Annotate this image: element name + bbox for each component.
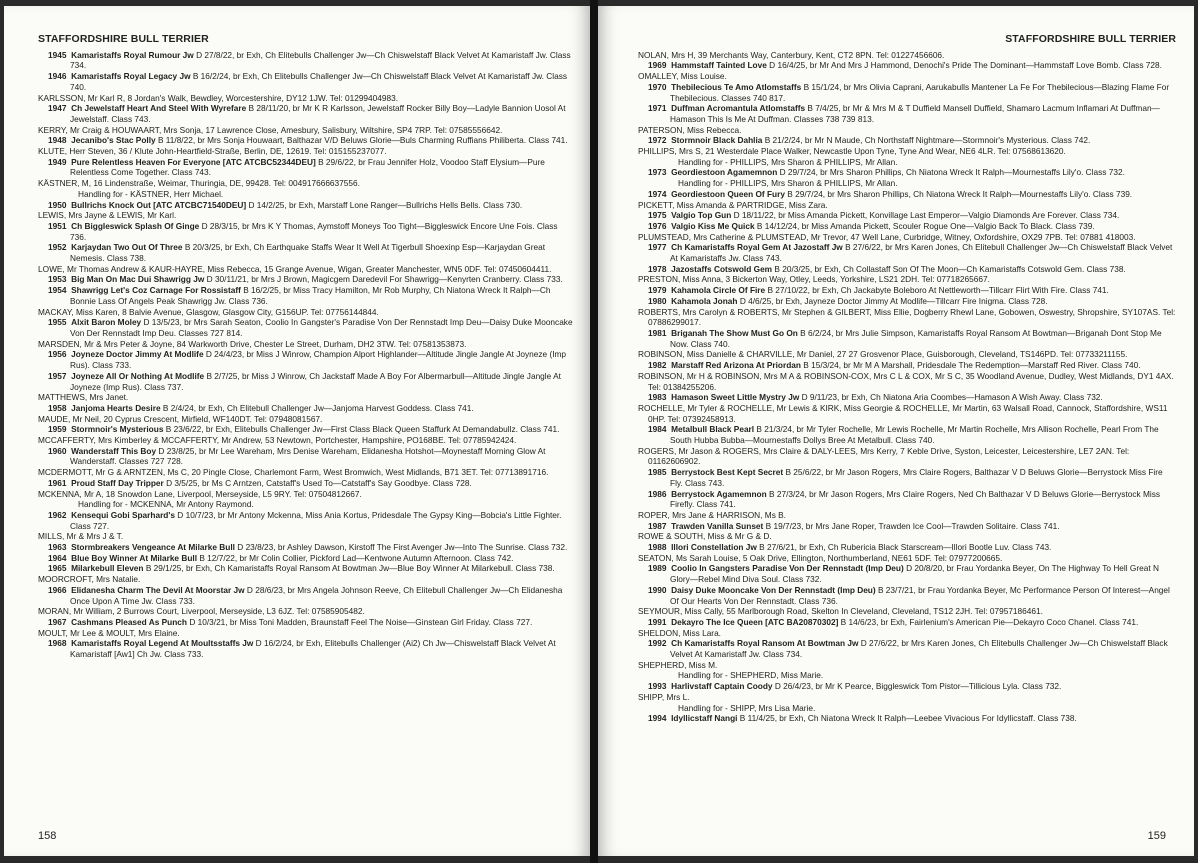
- page-header: STAFFORDSHIRE BULL TERRIER: [38, 33, 209, 45]
- entry-number: 1945: [48, 49, 67, 60]
- dog-name: Wanderstaff This Boy: [71, 445, 157, 456]
- owner-line: MILLS, Mr & Mrs J & T.: [38, 531, 124, 542]
- dog-entry: [38, 617, 574, 628]
- entry-number: 1956: [48, 349, 67, 360]
- dog-entry: [38, 274, 574, 285]
- owner-line: MACKAY, Miss Karen, 8 Balvie Avenue, Glasgow, Glasgow City, G156UP. Tel: 07756144844.: [38, 306, 379, 317]
- dog-name: Janjoma Hearts Desire: [71, 402, 161, 413]
- dog-entry: [38, 563, 574, 574]
- dog-entry: [638, 585, 1176, 606]
- entry-number: 1993: [648, 681, 667, 692]
- entry-details: D 30/11/21, br Mrs J Brown, Magicgem Daredevil For Shawrigg—Kenyrten Cranberry. Class 733.: [206, 274, 563, 285]
- dog-name: Shawrigg Let's Coz Carnage For Rossistaff: [71, 285, 241, 296]
- owner-line: MORAN, Mr William, 2 Burrows Court, Liverpool, Merseyside, L3 6JZ. Tel: 07585905482.: [38, 606, 365, 617]
- owner-line: PICKETT, Miss Amanda & PARTRIDGE, Miss Zara.: [638, 199, 828, 210]
- dog-name: Berrystock Best Kept Secret: [671, 467, 784, 478]
- dog-entry: [38, 542, 574, 553]
- owner-line: ROWE & SOUTH, Miss & Mr G & D.: [638, 531, 772, 542]
- entry-details: D 27/8/22, br Exh, Ch Elitebulls Challenger Jw—Ch Chiswelstaff Black Velvet At Kamaristaff Jw. Class 734.: [70, 49, 571, 71]
- dog-name: Idyllicstaff Nangi: [671, 713, 738, 724]
- page-number: 158: [38, 830, 57, 843]
- owner-line: PRESTON, Miss Anna, 3 Bickerton Way, Otley, Leeds, Yorkshire, LS21 2DH. Tel: 07718265667.: [638, 274, 990, 285]
- entry-number: 1970: [648, 81, 667, 92]
- entry-details: D 29/7/24, br Mrs Sharon Phillips, Ch Niatona Wreck It Ralph—Mournestaffs Lily'o. Class 732.: [779, 167, 1125, 178]
- owner-line: PATERSON, Miss Rebecca.: [638, 124, 742, 135]
- owner-line: KERRY, Mr Craig & HOUWAART, Mrs Sonja, 17 Lawrence Close, Amesbury, Salisbury, Wiltshire, SP4 7RP. Tel: 07585556642.: [38, 124, 503, 135]
- dog-entry: [38, 50, 574, 71]
- dog-name: Ch Jewelstaff Heart And Steel With Wyrefare: [71, 103, 247, 114]
- entry-number: 1955: [48, 317, 67, 328]
- dog-name: Duffman Acromantula Atlomstaffs: [671, 103, 806, 114]
- dog-entry: [638, 103, 1176, 124]
- dog-entry: [38, 403, 574, 414]
- entry-number: 1971: [648, 103, 667, 114]
- owner-line: ROCHELLE, Mr Tyler & ROCHELLE, Mr Lewis & KIRK, Miss Georgie & ROCHELLE, Mr Martin, 63 Walsall Road, Cannock, Staffordshire, WS11 0HP. Tel: 07392458913.: [638, 402, 1168, 424]
- entry-number: 1983: [648, 392, 667, 403]
- dog-name: Stormnoir's Mysterious: [71, 424, 164, 435]
- entry-number: 1988: [648, 542, 667, 553]
- owner-line: MCDERMOTT, Mr G & ARNTZEN, Ms C, 20 Pingle Close, Charlemont Farm, West Bromwich, West Midlands, B71 3ET. Tel: 07713891716.: [38, 467, 549, 478]
- entry-details: D 9/11/23, br Exh, Ch Niatona Aria Coombes—Hamason A Wish Away. Class 732.: [801, 392, 1103, 403]
- entry-number: 1981: [648, 327, 667, 338]
- dog-name: Ch Kamaristaffs Royal Gem At Jazostaff Jw: [671, 242, 843, 253]
- entry-number: 1973: [648, 167, 667, 178]
- page-number: 159: [1147, 830, 1166, 843]
- owner-line: MCCAFFERTY, Mrs Kimberley & MCCAFFERTY, Mr Andrew, 53 Newtown, Portchester, Hampshire, PO168BE. Tel: 07785942424.: [38, 435, 517, 446]
- dog-entry: [638, 638, 1176, 659]
- dog-entry: [638, 221, 1176, 232]
- entry-details: B 23/7/21, br Frau Yordanka Beyer, Mc Performance Person Of Interest—Angel Of Our Hearts Von Der Rennstadt. Class 736.: [670, 584, 1170, 606]
- dog-entry: [38, 446, 574, 467]
- dog-entry: [638, 489, 1176, 510]
- dog-name: Ch Kamaristaffs Royal Ransom At Bowtman Jw: [671, 638, 859, 649]
- entry-details: B 11/8/22, br Mrs Sonja Houwaart, Balthazar V/D Beluws Glorie—Buls Charming Ruffians Philiberta. Class 741.: [157, 135, 568, 146]
- dog-name: Joyneze All Or Nothing At Modlife: [71, 370, 205, 381]
- dog-name: Coolio In Gangsters Paradise Von Der Rennstadt (Imp Deu): [671, 563, 904, 574]
- entry-details: B 25/6/22, br Mr Jason Rogers, Mrs Claire Rogers, Balthazar V D Beluws Glorie—Berrystock Miss Fire Fly. Class 743.: [670, 467, 1163, 488]
- dog-name: Metalbull Black Pearl: [671, 424, 755, 435]
- entry-number: 1967: [48, 616, 67, 627]
- owner-line: ROBINSON, Mr H & ROBINSON, Mrs M A & ROBINSON-COX, Mrs C L & COX, Mr S C, 35 Woodland Avenue, Dudley, West Midlands, DY1 4AX. Tel: 01384255206.: [638, 370, 1174, 392]
- owner-line: MOULT, Mr Lee & MOULT, Mrs Elaine.: [38, 627, 180, 638]
- entry-details: D 13/5/23, br Mrs Sarah Seaton, Coolio In Gangster's Paradise Von Der Rennstadt Imp Deu—Daisy Duke Mooncake Von Der Rennstadt Imp Deu. Classes 727 814.: [70, 317, 573, 338]
- dog-name: Valgio Top Gun: [671, 210, 732, 221]
- owner-line: SEYMOUR, Miss Cally, 55 Marlborough Road, Skelton In Cleveland, Cleveland, TS12 2JH. Tel: 07957186461.: [638, 606, 1043, 617]
- dog-entry: [638, 392, 1176, 403]
- owner-line: SHEPHERD, Miss M.: [638, 659, 718, 670]
- dog-name: Jazostaffs Cotswold Gem: [671, 263, 773, 274]
- dog-name: Blue Boy Winner At Milarke Bull: [71, 552, 198, 563]
- entry-number: 1991: [648, 616, 667, 627]
- owner-line: LEWIS, Mrs Jayne & LEWIS, Mr Karl.: [38, 210, 177, 221]
- entry-details: D 3/5/25, br Ms C Arntzen, Catstaff's Used To—Catstaff's Say Goodbye. Class 728.: [166, 477, 472, 488]
- dog-entry: [38, 221, 574, 242]
- handler-line: Handling for - MCKENNA, Mr Antony Raymond.: [78, 499, 254, 510]
- entry-number: 1964: [48, 552, 67, 563]
- entry-number: 1986: [648, 488, 667, 499]
- dog-name: Berrystock Agamemnon: [671, 488, 767, 499]
- dog-entry: [638, 467, 1176, 488]
- entry-number: 1946: [48, 71, 67, 82]
- entry-details: B 14/12/24, br Miss Amanda Pickett, Scouler Rogue One—Valgio Back To Black. Class 739.: [756, 220, 1095, 231]
- entry-details: B 21/2/24, br Mr N Maude, Ch Northstaff Nightmare—Stormnoir's Mysterious. Class 742.: [764, 135, 1091, 146]
- owner-line: LOWE, Mr Thomas Andrew & KAUR-HAYRE, Miss Rebecca, 15 Grange Avenue, Wigan, Greater Manchester, WN5 0DF. Tel: 07450604411.: [38, 263, 552, 274]
- dog-name: Valgio Kiss Me Quick: [671, 220, 755, 231]
- entry-details: B 2/7/25, br Miss J Winrow, Ch Jackstaff Made A Boy For Albermarbull—Altitude Jingle Jangle At Joyneze (Imp Rus). Class 737.: [70, 370, 561, 392]
- dog-name: Joyneze Doctor Jimmy At Modlife: [71, 349, 204, 360]
- dog-entry: [638, 424, 1176, 445]
- handler-line: Handling for - PHILLIPS, Mrs Sharon & PHILLIPS, Mr Allan.: [678, 156, 898, 167]
- entry-number: 1968: [48, 638, 67, 649]
- handler-line: Handling for - PHILLIPS, Mrs Sharon & PHILLIPS, Mr Allan.: [678, 178, 898, 189]
- dog-name: Hammstaff Tainted Love: [671, 60, 767, 71]
- entry-number: 1987: [648, 520, 667, 531]
- dog-entry: [38, 135, 574, 146]
- entry-details: B 27/10/22, br Exh, Ch Jackabyte Boleboro At Nettleworth—Tillcarr Flirt With Fire. Class 741.: [767, 285, 1109, 296]
- dog-name: Ch Biggleswick Splash Of Ginge: [71, 220, 200, 231]
- dog-name: Geordiestoon Agamemnon: [671, 167, 778, 178]
- dog-entry: [38, 157, 574, 178]
- entry-details: D 24/4/23, br Miss J Winrow, Champion Alport Highlander—Altitude Jingle Jangle At Joyneze (Imp Rus). Class 733.: [70, 349, 567, 371]
- entry-number: 1992: [648, 638, 667, 649]
- book-gutter: [590, 0, 598, 863]
- entry-details: D 20/8/20, br Frau Yordanka Beyer, On The Highway To Hell Great N Glory—Rebel Mind Diva Soul. Class 732.: [670, 563, 1159, 585]
- entry-details: D 28/6/23, br Mrs Angela Johnson Reeve, Ch Elitebull Challenger Jw—Ch Elidanesha Once Upon A Time Jw. Class 733.: [70, 584, 563, 606]
- entry-number: 1948: [48, 135, 67, 146]
- owner-line: SEATON, Ms Sarah Louise, 5 Oak Drive, Ellington, Northumberland, NE61 5DF. Tel: 07977200665.: [638, 552, 1003, 563]
- owner-line: ROBINSON, Miss Danielle & CHARVILLE, Mr Daniel, 27 27 Grosvenor Place, Guisborough, Cleveland, TS146PD. Tel: 07733211155.: [638, 349, 1128, 360]
- handler-line: Handling for - KÄSTNER, Herr Michael.: [78, 188, 224, 199]
- dog-entry: [38, 317, 574, 338]
- catalogue-entries: [638, 50, 1176, 724]
- owner-line: PLUMSTEAD, Mrs Catherine & PLUMSTEAD, Mr Trevor, 47 Well Lane, Curbridge, Witney, Oxfordshire, OX29 7PB. Tel: 07881 418003.: [638, 231, 1136, 242]
- dog-name: Stormnoir Black Dahlia: [671, 135, 763, 146]
- entry-number: 1976: [648, 220, 667, 231]
- catalogue-entries: [38, 50, 574, 660]
- entry-number: 1979: [648, 285, 667, 296]
- entry-details: D 27/6/22, br Mrs Karen Jones, Ch Elitebulls Challenger Jw—Ch Chiswelstaff Black Velvet At Kamaristaff Jw. Class 734.: [670, 638, 1168, 660]
- entry-details: B 15/3/24, br Mr M A Marshall, Pridesdale The Redemption—Marstaff Red River. Class 740.: [803, 360, 1141, 371]
- entry-number: 1952: [48, 242, 67, 253]
- entry-number: 1966: [48, 584, 67, 595]
- entry-number: 1963: [48, 542, 67, 553]
- entry-number: 1960: [48, 445, 67, 456]
- dog-entry: [38, 71, 574, 92]
- entry-number: 1984: [648, 424, 667, 435]
- entry-details: B 29/6/22, br Frau Jennifer Holz, Voodoo Staff Elysium—Pure Relentless Come Together. Class 743.: [70, 156, 545, 178]
- page-header: STAFFORDSHIRE BULL TERRIER: [1005, 33, 1176, 45]
- entry-number: 1977: [648, 242, 667, 253]
- entry-number: 1962: [48, 509, 67, 520]
- owner-line: ROPER, Mrs Jane & HARRISON, Ms B.: [638, 509, 786, 520]
- entry-details: D 16/2/24, br Exh, Elitebulls Challenger (Ai2) Ch Jw—Chiswelstaff Black Velvet At Kamaristaff [Aw1] Ch Jw. Class 733.: [70, 638, 556, 660]
- owner-line: KLUTE, Herr Steven, 36 / Klute John-Heartfield-Straße, Berlin, DE, 12619. Tel: 015155237077.: [38, 146, 387, 157]
- dog-entry: [38, 200, 574, 211]
- dog-name: Trawden Vanilla Sunset: [671, 520, 764, 531]
- dog-name: Marstaff Red Arizona At Priordan: [671, 360, 801, 371]
- entry-number: 1985: [648, 467, 667, 478]
- entry-details: B 16/2/25, br Miss Tracy Hamilton, Mr Rob Murphy, Ch Niatona Wreck It Ralph—Ch Bonnie Lass Of Angels Peak Shawrigg Jw. Class 736.: [70, 285, 551, 306]
- owner-line: MAUDE, Mr Neil, 20 Cyprus Crescent, Mirfield, WF140DT. Tel: 07948081567.: [38, 413, 323, 424]
- entry-number: 1957: [48, 370, 67, 381]
- entry-number: 1947: [48, 103, 67, 114]
- owner-line: KÄSTNER, M, 16 Lindenstraße, Weimar, Thuringia, DE, 99428. Tel: 004917666637556.: [38, 178, 360, 189]
- entry-number: 1978: [648, 263, 667, 274]
- owner-line: OMALLEY, Miss Louise.: [638, 71, 727, 82]
- dog-entry: [38, 349, 574, 370]
- dog-name: Briganah The Show Must Go On: [671, 327, 798, 338]
- entry-details: D 23/8/25, br Mr Lee Wareham, Mrs Denise Wareham, Elidanesha Hotshot—Moynestaff Morning Glow At Wanderstaff. Classes 727 728.: [70, 445, 546, 467]
- entry-details: B 27/6/22, br Mrs Karen Jones, Ch Elitebull Challenger Jw—Ch Chiswelstaff Black Velvet At Kamaristaffs Jw. Class 743.: [670, 242, 1173, 264]
- entry-number: 1974: [648, 188, 667, 199]
- entry-number: 1951: [48, 220, 67, 231]
- owner-line: PHILLIPS, Mrs S, 21 Westerdale Place Walker, Newcastle Upon Tyne, Tyne And Wear, NE6 4LR. Tel: 07568613620.: [638, 146, 1066, 157]
- left-page: [4, 6, 590, 856]
- dog-name: Elidanesha Charm The Devil At Moorstar Jw: [71, 584, 245, 595]
- dog-entry: [638, 713, 1176, 724]
- dog-entry: [638, 167, 1176, 178]
- owner-line: MCKENNA, Mr A, 18 Snowdon Lane, Liverpool, Merseyside, L5 9RY. Tel: 07504812667.: [38, 488, 362, 499]
- handler-line: Handling for - SHIPP, Mrs Lisa Marie.: [678, 702, 816, 713]
- dog-name: Kamaristaffs Royal Legacy Jw: [71, 71, 191, 82]
- dog-entry: [638, 681, 1176, 692]
- dog-name: Illori Constellation Jw: [671, 542, 757, 553]
- entry-number: 1958: [48, 402, 67, 413]
- dog-name: Kahamola Circle Of Fire: [671, 285, 766, 296]
- owner-line: NOLAN, Mrs H, 39 Merchants Way, Canterbury, Kent, CT2 8PN. Tel: 01227456606.: [638, 49, 945, 60]
- dog-entry: [38, 371, 574, 392]
- entry-number: 1975: [648, 210, 667, 221]
- dog-entry: [638, 60, 1176, 71]
- entry-details: B 14/6/23, br Exh, Fairlenium's American Pie—Dekayro Coco Chanel. Class 741.: [840, 616, 1139, 627]
- dog-entry: [638, 563, 1176, 584]
- entry-details: B 21/3/24, br Mr Tyler Rochelle, Mr Lewis Rochelle, Mr Martin Rochelle, Mrs Allison Rochelle, Pearl From The South Hubba Bubba—Mournestaffs Dollys Bree At Metalbull. Class 740.: [670, 424, 1159, 446]
- entry-details: B 12/7/22, br Mr Colin Collier, Pickford Lad—Kentwone Autumn Afternoon. Class 742.: [199, 552, 514, 563]
- dog-name: Bullrichs Knock Out [ATC ATCBC71540DEU]: [71, 199, 247, 210]
- handler-line: Handling for - SHEPHERD, Miss Marie.: [678, 670, 824, 681]
- entry-details: B 2/4/24, br Exh, Ch Elitebull Challenger Jw—Janjoma Harvest Goddess. Class 741.: [162, 402, 474, 413]
- entry-details: B 15/1/24, br Mrs Olivia Caprani, Aarukabulls Mantener La Fe For Thebilecious—Blazing Flame For Thebilecious. Classes 740 817.: [670, 81, 1170, 103]
- owner-line: MOORCROFT, Mrs Natalie.: [38, 574, 141, 585]
- entry-number: 1950: [48, 199, 67, 210]
- dog-name: Geordiestoon Queen Of Fury: [671, 188, 785, 199]
- entry-details: D 10/3/21, br Miss Toni Madden, Braunstaff Feel The Noise—Ginstean Girl Friday. Class 727.: [189, 616, 533, 627]
- dog-name: Pure Relentless Heaven For Everyone [ATC ATCBC52344DEU]: [71, 156, 316, 167]
- dog-entry: [638, 264, 1176, 275]
- owner-line: SHELDON, Miss Lara.: [638, 627, 721, 638]
- entry-details: D 18/11/22, br Miss Amanda Pickett, Konvillage Last Emperor—Valgio Diamonds Are Forever. Class 734.: [733, 210, 1120, 221]
- dog-entry: [638, 328, 1176, 349]
- dog-name: Kensequi Gobi Sparhard's: [71, 509, 175, 520]
- entry-details: B 20/3/25, br Exh, Ch Collastaff Son Of The Moon—Ch Kamaristaffs Cotswold Gem. Class 738.: [774, 263, 1126, 274]
- entry-details: D 28/3/15, br Mrs K Y Thomas, Aymstoff Moneys Too Tight—Biggleswick Encore Une Fois. Class 736.: [70, 220, 558, 242]
- owner-line: MARSDEN, Mr & Mrs Peter & Joyne, 84 Warkworth Drive, Chester Le Street, Durham, DH2 3TW. Tel: 07581353873.: [38, 338, 467, 349]
- dog-name: Proud Staff Day Tripper: [71, 477, 164, 488]
- entry-details: D 10/7/23, br Mr Antony Mckenna, Miss Ania Kortus, Pridesdale The Gypsy King—Bobcia's Little Fighter. Class 727.: [70, 509, 562, 531]
- dog-entry: [38, 242, 574, 263]
- dog-entry: [38, 424, 574, 435]
- entry-number: 1994: [648, 713, 667, 724]
- entry-details: D 14/2/25, br Exh, Marstaff Lone Ranger—Bullrichs Hells Bells. Class 730.: [248, 199, 523, 210]
- dog-name: Daisy Duke Mooncake Von Der Rennstadt (Imp Deu): [671, 584, 876, 595]
- entry-number: 1949: [48, 156, 67, 167]
- dog-name: Jecanibo's Stac Polly: [71, 135, 156, 146]
- entry-details: B 29/1/25, br Exh, Ch Kamaristaffs Royal Ransom At Bowtman Jw—Blue Boy Winner At Milarkebull. Class 738.: [145, 563, 555, 574]
- entry-details: D 26/4/23, br Mr K Pearce, Biggleswick Tom Pistor—Tillicious Lyla. Class 732.: [774, 681, 1062, 692]
- entry-number: 1954: [48, 285, 67, 296]
- dog-entry: [638, 210, 1176, 221]
- entry-number: 1965: [48, 563, 67, 574]
- dog-entry: [638, 360, 1176, 371]
- dog-entry: [638, 189, 1176, 200]
- dog-entry: [638, 242, 1176, 263]
- dog-name: Karjaydan Two Out Of Three: [71, 242, 183, 253]
- dog-name: Alxit Baron Moley: [71, 317, 142, 328]
- entry-number: 1959: [48, 424, 67, 435]
- dog-entry: [638, 296, 1176, 307]
- entry-number: 1982: [648, 360, 667, 371]
- dog-entry: [38, 103, 574, 124]
- entry-number: 1972: [648, 135, 667, 146]
- dog-entry: [38, 638, 574, 659]
- dog-entry: [38, 585, 574, 606]
- entry-details: B 29/7/24, br Mrs Sharon Phillips, Ch Niatona Wreck It Ralph—Mournestaffs Lily'o. Class 739.: [787, 188, 1133, 199]
- dog-name: Dekayro The Ice Queen [ATC BA20870302]: [671, 616, 839, 627]
- entry-details: B 27/6/21, br Exh, Ch Rubericia Black Starscream—Illori Bootle Luv. Class 743.: [759, 542, 1052, 553]
- entry-details: B 27/3/24, br Mr Jason Rogers, Mrs Claire Rogers, Ned Ch Balthazar V D Beluws Glorie—Berrystock Miss Firefly. Class 741.: [670, 488, 1161, 510]
- entry-number: 1969: [648, 60, 667, 71]
- right-page: [598, 6, 1194, 856]
- dog-entry: [638, 617, 1176, 628]
- dog-name: Kamaristaffs Royal Rumour Jw: [71, 49, 194, 60]
- dog-name: Kamaristaffs Royal Legend At Moultsstaffs Jw: [71, 638, 254, 649]
- entry-details: B 28/11/20, br Mr K R Karlsson, Jewelstaff Rocker Billy Boy—Ladyle Bannion Uosol At Jewelstaff. Class 743.: [70, 103, 566, 124]
- entry-details: B 23/6/22, br Exh, Elitebulls Challenger Jw—First Class Black Queen Staffurk At Demandabullz. Class 741.: [165, 424, 560, 435]
- dog-entry: [38, 285, 574, 306]
- dog-entry: [638, 542, 1176, 553]
- entry-number: 1990: [648, 584, 667, 595]
- entry-number: 1989: [648, 563, 667, 574]
- entry-number: 1961: [48, 477, 67, 488]
- owner-line: SHIPP, Mrs L.: [638, 691, 690, 702]
- dog-name: Cashmans Pleased As Punch: [71, 616, 187, 627]
- owner-line: KARLSSON, Mr Karl R, 8 Jordan's Walk, Bewdley, Worcestershire, DY12 1JW. Tel: 01299404983.: [38, 92, 399, 103]
- owner-line: ROGERS, Mr Jason & ROGERS, Mrs Claire & DALY-LEES, Mrs Kerry, 7 Keble Drive, Syston, Leicester, Leicestershire, LE7 2AN. Tel: 01162606902.: [638, 445, 1130, 467]
- dog-entry: [38, 553, 574, 564]
- owner-line: ROBERTS, Mrs Carolyn & ROBERTS, Mr Stephen & GILBERT, Miss Ellie, Dogberry Rhewl Lane, Gobowen, Oswestry, Shropshire, SY107AS. Tel: 07886299017.: [638, 306, 1176, 328]
- dog-entry: [638, 82, 1176, 103]
- dog-entry: [638, 135, 1176, 146]
- dog-entry: [638, 285, 1176, 296]
- dog-entry: [638, 521, 1176, 532]
- dog-name: Stormbreakers Vengeance At Milarke Bull: [71, 542, 235, 553]
- dog-entry: [38, 510, 574, 531]
- entry-details: D 23/8/23, br Ashley Dawson, Kirstoff The First Avenger Jw—Into The Sunrise. Class 732.: [237, 542, 568, 553]
- dog-name: Thebilecious Te Amo Atlomstaffs: [671, 81, 802, 92]
- owner-line: MATTHEWS, Mrs Janet.: [38, 392, 129, 403]
- dog-name: Big Man On Mac Dui Shawrigg Jw: [71, 274, 205, 285]
- entry-details: D 16/4/25, br Mr And Mrs J Hammond, Denochi's Pride The Dominant—Hammstaff Love Bomb. Class 728.: [769, 60, 1162, 71]
- entry-number: 1953: [48, 274, 67, 285]
- entry-details: B 19/7/23, br Mrs Jane Roper, Trawden Ice Cool—Trawden Solitaire. Class 741.: [765, 520, 1060, 531]
- entry-number: 1980: [648, 295, 667, 306]
- dog-entry: [38, 478, 574, 489]
- entry-details: B 20/3/25, br Exh, Ch Earthquake Staffs Wear It Well At Tigerbull Shoexinp Esp—Karjaydan Great Nemesis. Class 738.: [70, 242, 546, 264]
- dog-name: Milarkebull Eleven: [71, 563, 144, 574]
- dog-name: Harlivstaff Captain Coody: [671, 681, 773, 692]
- entry-details: B 11/4/25, br Exh, Ch Niatona Wreck It Ralph—Leebee Vivacious For Idyllicstaff. Class 738.: [739, 713, 1077, 724]
- dog-name: Hamason Sweet Little Mystry Jw: [671, 392, 800, 403]
- entry-details: D 4/6/25, br Exh, Jayneze Doctor Jimmy At Modlife—Tillcarr Fire Inigma. Class 728.: [739, 295, 1048, 306]
- entry-details: B 7/4/25, br Mr & Mrs M & T Duffield Mansell Duffield, Shamaro Lacmum Inflamari At Duffman—Hamason This Is Me At Duffman. Classes 738 739 813.: [670, 103, 1160, 124]
- entry-details: B 6/2/24, br Mrs Julie Simpson, Kamaristaffs Royal Ransom At Bowtman—Briganah Dont Stop Me Now. Class 740.: [670, 327, 1162, 349]
- dog-name: Kahamola Jonah: [671, 295, 738, 306]
- entry-details: B 16/2/24, br Exh, Ch Elitebulls Challenger Jw—Ch Chiswelstaff Black Velvet At Kamaristaff Jw. Class 740.: [70, 71, 567, 92]
